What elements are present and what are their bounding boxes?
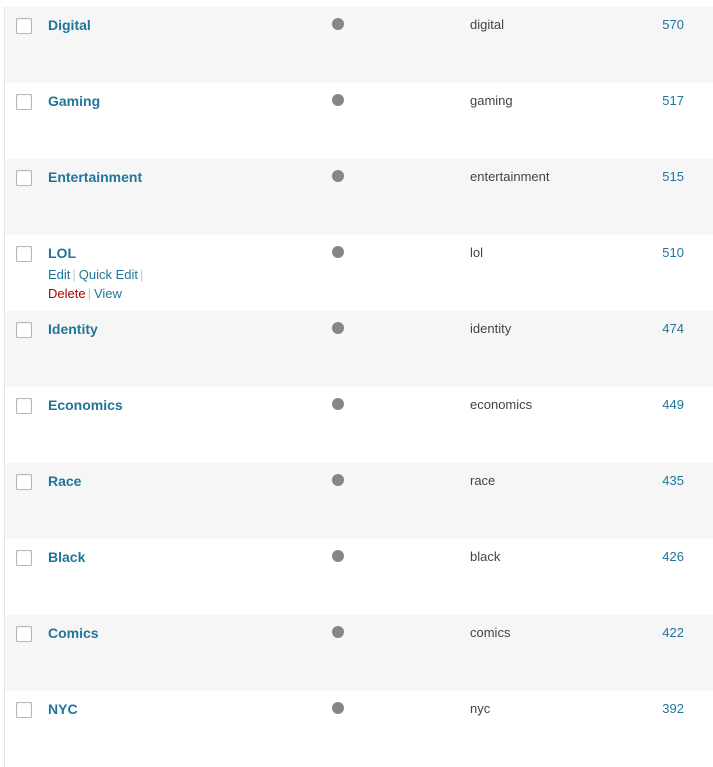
table-row <box>5 539 713 615</box>
tag-slug: entertainment <box>470 169 550 184</box>
table-row <box>5 7 713 83</box>
tag-count-link[interactable]: 426 <box>662 549 684 564</box>
status-dot-icon <box>332 398 344 410</box>
row-checkbox[interactable] <box>16 626 32 642</box>
status-dot-icon <box>332 170 344 182</box>
tag-name-link[interactable]: Black <box>48 549 86 565</box>
tag-slug: gaming <box>470 93 513 108</box>
tag-slug: lol <box>470 245 484 260</box>
status-dot-icon <box>332 702 344 714</box>
row-checkbox[interactable] <box>16 398 32 414</box>
tag-count-link[interactable]: 435 <box>662 473 684 488</box>
row-checkbox[interactable] <box>16 550 32 566</box>
delete-link[interactable]: Delete <box>48 286 86 301</box>
status-dot-icon <box>332 246 344 258</box>
row-checkbox[interactable] <box>16 702 32 718</box>
row-checkbox[interactable] <box>16 474 32 490</box>
action-separator: | <box>72 267 76 282</box>
tag-slug: digital <box>470 17 504 32</box>
tag-count-link[interactable]: 517 <box>662 93 684 108</box>
tag-name-link[interactable]: LOL <box>48 245 76 261</box>
table-row <box>5 311 713 387</box>
action-separator: | <box>140 267 144 282</box>
tags-table <box>4 7 713 767</box>
tag-name-link[interactable]: Entertainment <box>48 169 143 185</box>
tag-count-link[interactable]: 449 <box>662 397 684 412</box>
tag-count-link[interactable]: 515 <box>662 169 684 184</box>
row-checkbox[interactable] <box>16 170 32 186</box>
tag-slug: identity <box>470 321 512 336</box>
table-row <box>5 387 713 463</box>
tag-name-link[interactable]: Gaming <box>48 93 101 109</box>
quick-edit-link[interactable]: Quick Edit <box>78 267 139 282</box>
row-checkbox[interactable] <box>16 94 32 110</box>
table-row-hovered <box>5 235 713 311</box>
tag-slug: race <box>470 473 496 488</box>
tag-name-link[interactable]: Economics <box>48 397 123 413</box>
tag-count-link[interactable]: 392 <box>662 701 684 716</box>
tag-name-link[interactable]: Identity <box>48 321 98 337</box>
tag-name-link[interactable]: Digital <box>48 17 91 33</box>
table-row <box>5 615 713 691</box>
row-checkbox[interactable] <box>16 18 32 34</box>
status-dot-icon <box>332 94 344 106</box>
status-dot-icon <box>332 18 344 30</box>
tag-count-link[interactable]: 510 <box>662 245 684 260</box>
row-checkbox[interactable] <box>16 322 32 338</box>
edit-link[interactable]: Edit <box>48 267 71 282</box>
status-dot-icon <box>332 474 344 486</box>
status-dot-icon <box>332 626 344 638</box>
tag-slug: comics <box>470 625 511 640</box>
row-checkbox[interactable] <box>16 246 32 262</box>
table-row <box>5 463 713 539</box>
tag-count-link[interactable]: 422 <box>662 625 684 640</box>
status-dot-icon <box>332 322 344 334</box>
tag-slug: economics <box>470 397 533 412</box>
view-link[interactable]: View <box>93 286 122 301</box>
tag-name-link[interactable]: Race <box>48 473 82 489</box>
status-dot-icon <box>332 550 344 562</box>
row-actions <box>48 265 146 303</box>
tag-name-link[interactable]: NYC <box>48 701 78 717</box>
table-row <box>5 83 713 159</box>
table-row <box>5 691 713 767</box>
table-row <box>5 159 713 235</box>
tag-name-link[interactable]: Comics <box>48 625 99 641</box>
tag-count-link[interactable]: 474 <box>662 321 684 336</box>
tag-slug: black <box>470 549 501 564</box>
tag-slug: nyc <box>470 701 491 716</box>
action-separator: | <box>87 286 91 301</box>
tag-count-link[interactable]: 570 <box>662 17 684 32</box>
